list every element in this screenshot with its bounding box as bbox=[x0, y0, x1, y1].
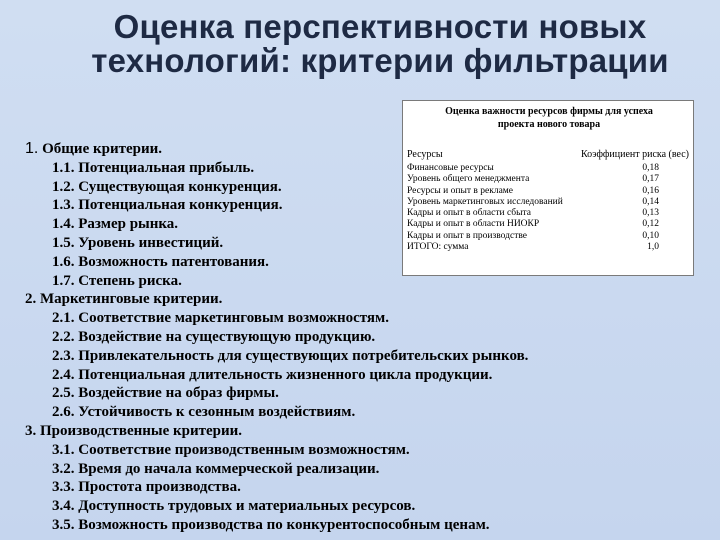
criterion-item: 3.4. Доступность трудовых и материальных ресурсов. bbox=[52, 498, 416, 515]
criterion-item: 1.3. Потенциальная конкуренция. bbox=[52, 197, 283, 214]
criterion-item: 2.4. Потенциальная длительность жизненного цикла продукции. bbox=[52, 366, 493, 383]
table-caption bbox=[403, 105, 695, 131]
criterion-item: 2.2. Воздействие на существующую продукцию. bbox=[52, 328, 376, 345]
row-weight: 0,17 bbox=[642, 174, 659, 185]
criterion-item: 1.2. Существующая конкуренция. bbox=[52, 178, 282, 195]
group-title: Общие критерии. bbox=[38, 141, 163, 157]
row-resource: Финансовые ресурсы bbox=[407, 163, 494, 173]
criteria-list bbox=[25, 140, 715, 535]
criterion-item: 3.2. Время до начала коммерческой реализации. bbox=[52, 460, 380, 477]
row-weight: 0,12 bbox=[642, 219, 659, 230]
row-weight: 0,18 bbox=[642, 163, 659, 173]
row-resource: Кадры и опыт в производстве bbox=[407, 230, 527, 241]
table-caption-line-1: Оценка важности ресурсов фирмы для успеха bbox=[445, 106, 653, 117]
row-weight: 1,0 bbox=[647, 242, 659, 253]
criterion-item: 3.1. Соответствие производственным возможностям. bbox=[52, 441, 410, 458]
criterion-item: 1.1. Потенциальная прибыль. bbox=[52, 159, 255, 176]
row-resource: Уровень маркетинговых исследований bbox=[407, 196, 563, 207]
criterion-item: 1.7. Степень риска. bbox=[52, 272, 182, 289]
title-line-1: Оценка перспективности новых bbox=[113, 8, 647, 45]
criterion-item: 1.6. Возможность патентования. bbox=[52, 253, 269, 270]
group-heading-production: 3. Производственные критерии. bbox=[25, 422, 243, 439]
row-resource: Уровень общего менеджмента bbox=[407, 174, 530, 185]
row-resource: Кадры и опыт в области НИОКР bbox=[407, 219, 540, 230]
group-heading-general bbox=[25, 140, 715, 159]
table-header-risk-coefficient: Коэффициент риска (вес) bbox=[580, 149, 689, 160]
criterion-item: 2.1. Соответствие маркетинговым возможностям. bbox=[52, 310, 390, 327]
table-caption-line-2: проекта нового товара bbox=[497, 119, 601, 130]
criterion-item: 1.4. Размер рынка. bbox=[52, 216, 179, 233]
criterion-item: 2.3. Привлекательность для существующих потребительских рынков. bbox=[52, 347, 529, 364]
slide-title bbox=[60, 10, 700, 78]
row-resource: Ресурсы и опыт в рекламе bbox=[407, 185, 514, 196]
row-resource: ИТОГО: сумма bbox=[407, 242, 469, 253]
group-number: 1. bbox=[25, 140, 39, 157]
row-weight: 0,10 bbox=[642, 230, 659, 241]
title-line-2: технологий: критерии фильтрации bbox=[91, 42, 669, 79]
table-header-resources: Ресурсы bbox=[407, 149, 443, 160]
criterion-item: 3.3. Простота производства. bbox=[52, 479, 241, 496]
criterion-item: 2.5. Воздействие на образ фирмы. bbox=[52, 385, 279, 402]
criterion-item: 1.5. Уровень инвестиций. bbox=[52, 234, 224, 251]
row-resource: Кадры и опыт в области сбыта bbox=[407, 208, 531, 219]
group-heading-marketing: 2. Маркетинговые критерии. bbox=[25, 291, 223, 308]
criterion-item: 2.6. Устойчивость к сезонным воздействиям. bbox=[52, 404, 356, 421]
row-weight: 0,14 bbox=[642, 196, 659, 207]
row-weight: 0,16 bbox=[642, 185, 659, 196]
criterion-item: 3.5. Возможность производства по конкурентоспособным ценам. bbox=[52, 516, 490, 533]
row-weight: 0,13 bbox=[642, 208, 659, 219]
